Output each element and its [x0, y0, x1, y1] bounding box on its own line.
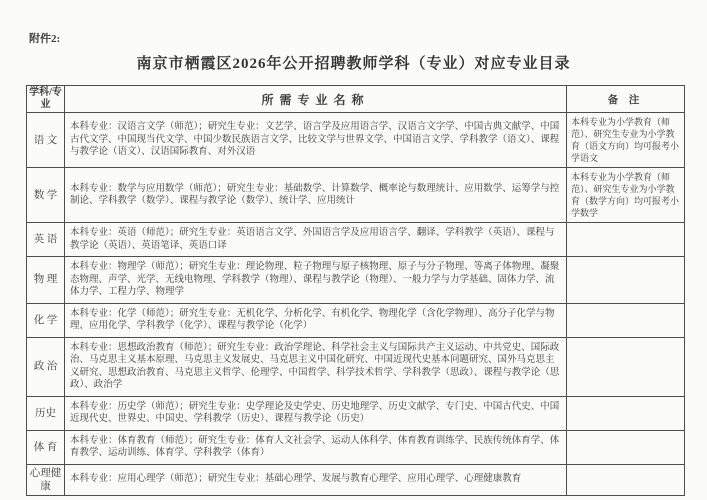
remark-cell [567, 396, 685, 430]
remark-cell: 本科专业为小学教育（师范）、研究生专业为小学教育（数学方向）均可报考小学数学 [567, 168, 685, 223]
header-remark: 备 注 [567, 86, 685, 113]
remark-cell [567, 223, 685, 257]
remark-cell [567, 303, 685, 337]
majors-cell: 本科专业：汉语言文学（师范）；研究生专业：文艺学、语言学及应用语言学、汉语言文字学、中国古典文献学、中国古代文学、中国现当代文学、中国少数民族语言文学、比较文学与世界文学、中国语言文学、学科教学（语文）、课程与教学论（语文）、汉语国际教育、对外汉语 [65, 113, 567, 168]
header-required-majors: 所需专业名称 [65, 86, 567, 113]
table-row [27, 430, 685, 464]
table-row [27, 257, 685, 304]
remark-cell [567, 430, 685, 464]
subject-cell: 体 育 [27, 430, 65, 464]
majors-table [26, 85, 685, 496]
table-row [27, 337, 685, 396]
subject-cell: 心理健康 [27, 464, 65, 495]
majors-cell: 本科专业：应用心理学（师范）；研究生专业：基础心理学、发展与教育心理学、应用心理学、心理健康教育 [65, 464, 567, 495]
subject-cell: 语 文 [27, 113, 65, 168]
majors-cell: 本科专业：化学（师范）；研究生专业：无机化学、分析化学、有机化学、物理化学（含化学物理）、高分子化学与物理、应用化学、学科教学（化学）、课程与教学论（化学） [65, 303, 567, 337]
majors-cell: 本科专业：体育教育（师范）；研究生专业：体育人文社会学、运动人体科学、体育教育训练学、民族传统体育学、体育教学、运动训练、体育学、学科教学（体育） [65, 430, 567, 464]
table-row [27, 223, 685, 257]
majors-cell: 本科专业：数学与应用数学（师范）；研究生专业：基础数学、计算数学、概率论与数理统计、应用数学、运筹学与控制论、学科教学（数学）、课程与教学论（数学）、统计学、应用统计 [65, 168, 567, 223]
subject-cell: 政 治 [27, 337, 65, 396]
table-row [27, 464, 685, 495]
subject-cell: 数 学 [27, 168, 65, 223]
table-row [27, 113, 685, 168]
table-header-row [27, 86, 685, 113]
remark-cell [567, 464, 685, 495]
subject-cell: 化 学 [27, 303, 65, 337]
majors-cell: 本科专业：英语（师范）；研究生专业：英语语言文学、外国语言学及应用语言学、翻译、学科教学（英语）、课程与教学论（英语）、英语笔译、英语口译 [65, 223, 567, 257]
header-subject-major: 学科/专业 [27, 86, 65, 113]
table-row [27, 303, 685, 337]
attachment-label: 附件2: [29, 33, 61, 45]
remark-cell [567, 257, 685, 304]
majors-cell: 本科专业：思想政治教育（师范）；研究生专业：政治学理论、科学社会主义与国际共产主义运动、中共党史、国际政治、马克思主义基本原理、马克思主义发展史、马克思主义中国化研究、中国近现代史基本问题研究、国外马克思主义研究、思想政治教育、马克思主义哲学、伦理学、中国哲学、科学技术哲学、学科教学（思政）、课程与教学论（思政）、政治学 [65, 337, 567, 396]
subject-cell: 英 语 [27, 223, 65, 257]
table-body [27, 113, 685, 496]
majors-cell: 本科专业：历史学（师范）；研究生专业：史学理论及史学史、历史地理学、历史文献学、专门史、中国古代史、中国近现代史、世界史、中国史、学科教学（历史）、课程与教学论（历史） [65, 396, 567, 430]
subject-cell: 历史 [27, 396, 65, 430]
remark-cell: 本科专业为小学教育（师范）、研究生专业为小学教育（语文方向）均可报考小学语文 [567, 113, 685, 168]
subject-cell: 物 理 [27, 257, 65, 304]
table-row [27, 168, 685, 223]
majors-cell: 本科专业：物理学（师范）；研究生专业：理论物理、粒子物理与原子核物理、原子与分子物理、等离子体物理、凝聚态物理、声学、光学、无线电物理、学科教学（物理）、课程与教学论（物理）、一般力学与力学基础、固体力学、流体力学、工程力学、物理学 [65, 257, 567, 304]
page-title: 南京市栖霞区2026年公开招聘教师学科（专业）对应专业目录 [136, 56, 571, 72]
remark-cell [567, 337, 685, 396]
table-row [27, 396, 685, 430]
